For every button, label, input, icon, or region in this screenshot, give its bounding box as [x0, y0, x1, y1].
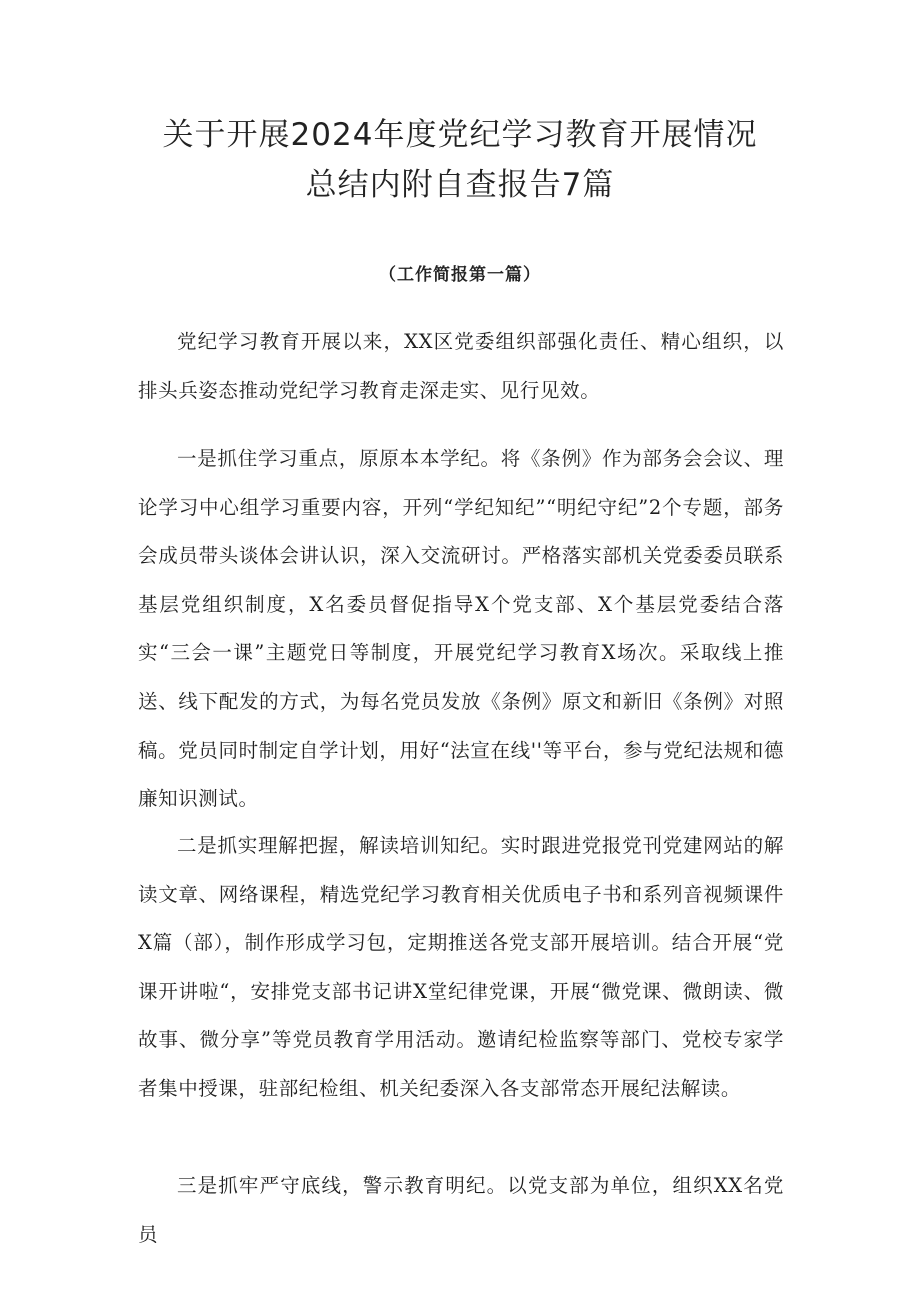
document-title-line-1: 关于开展2024年度党纪学习教育开展情况: [162, 117, 758, 153]
paragraph-understanding: 二是抓实理解把握，解读培训知纪。实时跟进党报党刊党建网站的解读文章、网络课程，精选党纪学习教育相关优质电子书和系列音视频课件X篇（部），制作形成学习包，定期推送各党支部开展培训。结合开展“党课开讲啦“，安排党支部书记讲X堂纪律党课，开展“微党课、微朗读、微故事、微分享”等党员教育学用活动。邀请纪检监察等部门、党校专家学者集中授课，驻部纪检组、机关纪委深入各支部常态开展纪法解读。: [138, 834, 784, 1100]
paragraph-study-focus: 一是抓住学习重点，原原本本学纪。将《条例》作为部务会会议、理论学习中心组学习重要内容，开列“学纪知纪”“明纪守纪”2个专题，部务会成员带头谈体会讲认识，深入交流研讨。严格落实部机关党委委员联系基层党组织制度，X名委员督促指导X个党支部、X个基层党委结合落实“三会一课”主题党日等制度，开展党纪学习教育X场次。采取线上推送、线下配发的方式，为每名党员发放《条例》原文和新旧《条例》对照稿。党员同时制定自学计划，用好“法宣在线''等平台，参与党纪法规和德廉知识测试。: [138, 447, 784, 811]
document-title-line-2: 总结内附自查报告7篇: [305, 167, 615, 203]
paragraph-warning-education: 三是抓牢严守底线，警示教育明纪。以党支部为单位，组织XX名党员: [138, 1174, 784, 1246]
section-heading: （工作简报第一篇）: [379, 265, 541, 285]
paragraph-intro: 党纪学习教育开展以来，XX区党委组织部强化责任、精心组织，以排头兵姿态推动党纪学习教育走深走实、见行见效。: [138, 330, 784, 402]
